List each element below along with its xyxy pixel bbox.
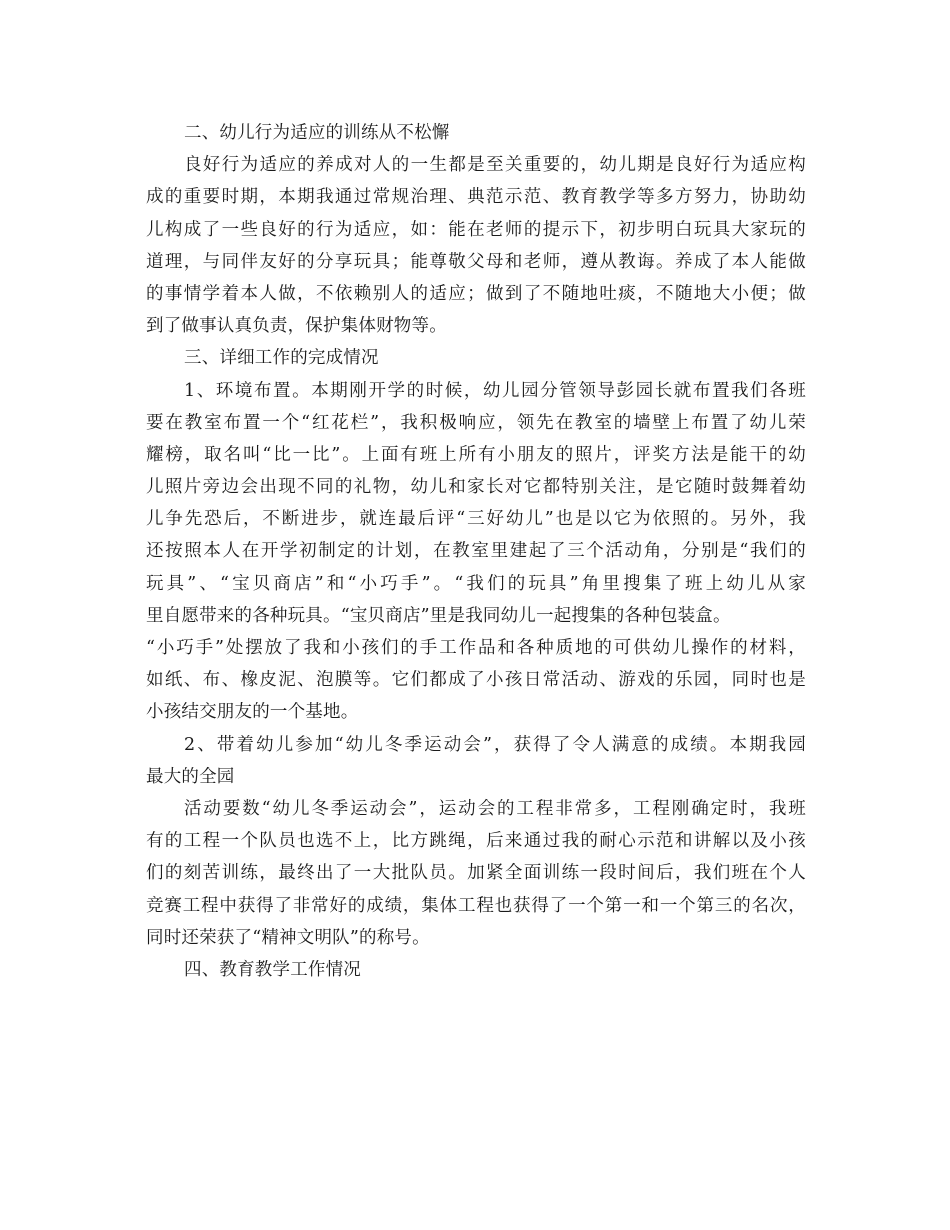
- text-line: 还按照本人在开学初制定的计划，在教室里建起了三个活动角，分别是“我们的: [146, 541, 806, 562]
- text-line: 小孩结交朋友的一个基地。: [146, 702, 359, 723]
- text-line: 玩具”、“宝贝商店”和“小巧手”。“我们的玩具”角里搜集了班上幼儿从家: [146, 573, 806, 594]
- text-line: 儿照片旁边会出现不同的礼物，幼儿和家长对它都特别关注，是它随时鼓舞着幼: [146, 477, 806, 498]
- text-line: 1、环境布置。本期刚开学的时候，幼儿园分管领导彭园长就布置我们各班: [184, 380, 806, 401]
- text-line: 三、详细工作的完成情况: [184, 348, 379, 369]
- text-line: 成的重要时期，本期我通过常规治理、典范示范、教育教学等多方努力，协助幼: [146, 187, 806, 208]
- text-line: 最大的全园: [146, 766, 235, 787]
- text-line: 竞赛工程中获得了非常好的成绩，集体工程也获得了一个第一和一个第三的名次，: [146, 895, 806, 916]
- text-line: 的事情学着本人做，不依赖别人的适应；做到了不随地吐痰，不随地大小便；做: [146, 283, 806, 304]
- text-line: 儿构成了一些良好的行为适应，如：能在老师的提示下，初步明白玩具大家玩的: [146, 219, 806, 240]
- text-line: 里自愿带来的各种玩具。“宝贝商店”里是我同幼儿一起搜集的各种包装盒。: [146, 605, 731, 626]
- text-line: 二、幼儿行为适应的训练从不松懈: [184, 123, 450, 143]
- text-line: 儿争先恐后，不断进步，就连最后评“三好幼儿”也是以它为依照的。另外，我: [146, 509, 806, 530]
- text-line: 耀榜，取名叫“比一比”。上面有班上所有小朋友的照片，评奖方法是能干的幼: [146, 444, 806, 465]
- text-line: 四、教育教学工作情况: [184, 959, 361, 980]
- text-line: 道理，与同伴友好的分享玩具；能尊敬父母和老师，遵从教诲。养成了本人能做: [146, 251, 806, 272]
- text-line: 2、带着幼儿参加“幼儿冬季运动会”，获得了令人满意的成绩。本期我园: [184, 734, 806, 755]
- document-body: [146, 117, 806, 986]
- text-line: 活动要数“幼儿冬季运动会”，运动会的工程非常多，工程刚确定时，我班: [184, 798, 806, 819]
- text-line: 们的刻苦训练，最终出了一大批队员。加紧全面训练一段时间后，我们班在个人: [146, 863, 806, 884]
- text-line: 同时还荣获了“精神文明队”的称号。: [146, 927, 430, 948]
- text-line: 如纸、布、橡皮泥、泡膜等。它们都成了小孩日常活动、游戏的乐园，同时也是: [146, 670, 806, 691]
- text-line: “小巧手”处摆放了我和小孩们的手工作品和各种质地的可供幼儿操作的材料，: [146, 638, 806, 658]
- text-line: 到了做事认真负责，保护集体财物等。: [146, 316, 447, 337]
- text-line: 良好行为适应的养成对人的一生都是至关重要的，幼儿期是良好行为适应构: [184, 155, 806, 176]
- text-line: 有的工程一个队员也选不上，比方跳绳，后来通过我的耐心示范和讲解以及小孩: [146, 831, 806, 852]
- text-line: 要在教室布置一个“红花栏”，我积极响应，领先在教室的墙壁上布置了幼儿荣: [146, 412, 806, 433]
